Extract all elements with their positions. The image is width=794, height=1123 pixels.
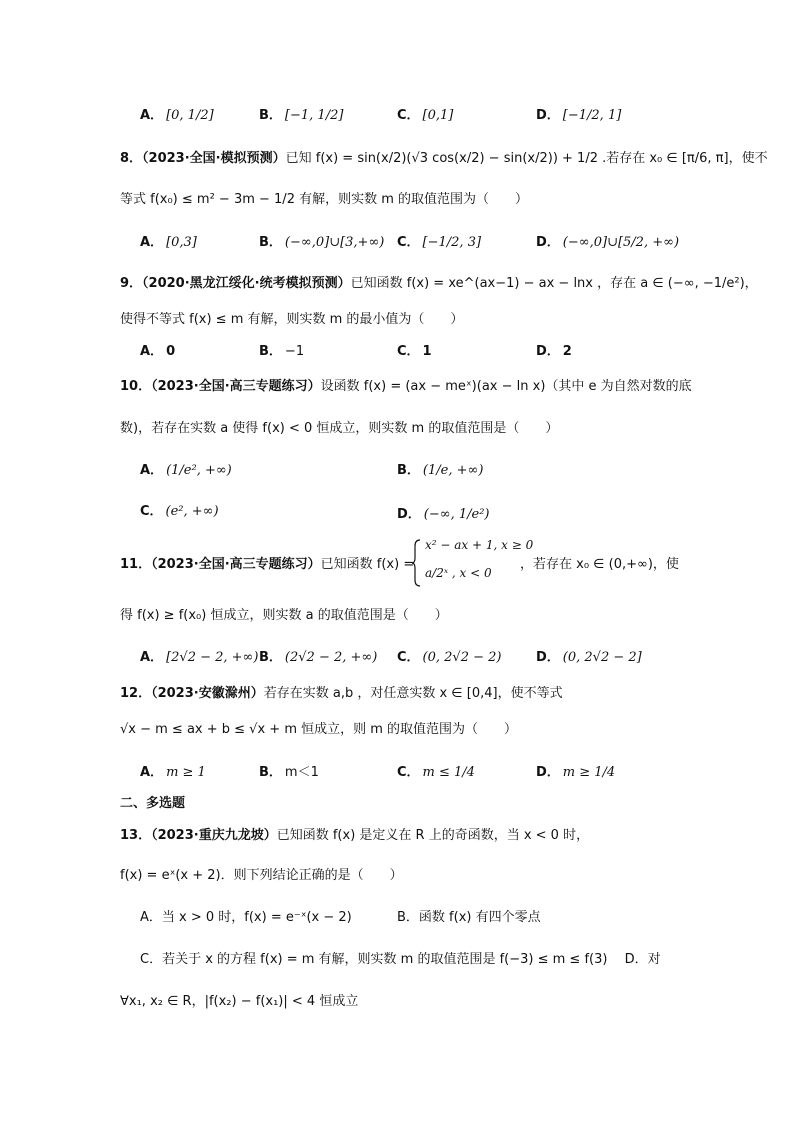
q13-option-d-line2: ∀x₁, x₂ ∈ R，|f(x₂) − f(x₁)| < 4 恒成立	[120, 994, 359, 1009]
q11-piecewise	[412, 538, 534, 588]
q8-option-a: A． [0,3]	[140, 235, 197, 250]
q12-option-c: C． m ≤ 1/4	[397, 765, 475, 780]
q12-stem-line2: √x − m ≤ ax + b ≤ √x + m 恒成立，则 m 的取值范围为（ ）	[120, 722, 518, 737]
q8-option-d: D． (−∞,0]∪[5/2, +∞)	[536, 235, 680, 250]
section-title-multiple-choice: 二、多选题	[120, 796, 186, 811]
q7-option-a: A． [0, 1/2]	[140, 108, 214, 123]
q10-option-d: D． (−∞, 1/e²)	[397, 507, 490, 522]
q9-option-c: C． 1	[397, 344, 432, 359]
q13-stem-line2: f(x) = eˣ(x + 2)．则下列结论正确的是（ ）	[120, 868, 403, 883]
q9-option-b: B． −1	[259, 344, 305, 359]
q11-option-a: A． [2√2 − 2, +∞)	[140, 650, 259, 665]
q8-option-b: B． (−∞,0]∪[3,+∞)	[259, 235, 385, 250]
q8-stem-line2: 等式 f(x₀) ≤ m² − 3m − 1/2 有解，则实数 m 的取值范围为（ ）	[120, 192, 529, 207]
q11-stem-line1-tail: ，若存在 x₀ ∈ (0,+∞)，使	[520, 557, 679, 572]
q11-stem-line1: 11．（2023·全国·高三专题练习）已知函数 f(x) =	[120, 557, 415, 572]
q12-option-a: A． m ≥ 1	[140, 765, 206, 780]
q8-stem-line1: 8．（2023·全国·模拟预测）已知 f(x) = sin(x/2)(√3 cos(x/2) − sin(x/2)) + 1/2 .若存在 x₀ ∈ [π/6, π]，使不	[120, 151, 768, 166]
q11-option-c: C． (0, 2√2 − 2)	[397, 650, 502, 665]
q7-option-c: C． [0,1]	[397, 108, 454, 123]
q10-option-c: C． (e², +∞)	[140, 504, 219, 519]
q10-option-a: A． (1/e², +∞)	[140, 463, 232, 478]
q13-option-b: B．函数 f(x) 有四个零点	[397, 910, 541, 925]
q13-option-a: A．当 x > 0 时，f(x) = e⁻ˣ(x − 2)	[140, 910, 352, 925]
q7-option-d: D． [−1/2, 1]	[536, 108, 622, 123]
q13-option-c: C．若关于 x 的方程 f(x) = m 有解，则实数 m 的取值范围是 f(−3) ≤ m ≤ f(3) D．对	[140, 952, 661, 967]
q12-option-d: D． m ≥ 1/4	[536, 765, 616, 780]
q12-option-b: B． m＜1	[259, 765, 319, 780]
q9-stem-line1: 9．（2020·黑龙江绥化·统考模拟预测）已知函数 f(x) = xe^(ax−1) − ax − lnx ，存在 a ∈ (−∞, −1/e²)，	[120, 276, 758, 291]
q8-option-c: C． [−1/2, 3]	[397, 235, 482, 250]
q12-stem-line1: 12．（2023·安徽滁州）若存在实数 a,b ，对任意实数 x ∈ [0,4]，使不等式	[120, 686, 563, 701]
q9-option-d: D． 2	[536, 344, 572, 359]
q13-stem-line1: 13．（2023·重庆九龙坡）已知函数 f(x) 是定义在 R 上的奇函数，当 x < 0 时，	[120, 828, 590, 843]
q9-stem-line2: 使得不等式 f(x) ≤ m 有解，则实数 m 的最小值为（ ）	[120, 312, 464, 327]
q11-case-2: a/2ˣ , x < 0	[425, 566, 492, 580]
q11-case-1: x² − ax + 1, x ≥ 0	[425, 538, 534, 552]
q11-option-d: D． (0, 2√2 − 2]	[536, 650, 642, 665]
brace-icon	[412, 538, 422, 588]
q10-stem-line1: 10．（2023·全国·高三专题练习）设函数 f(x) = (ax − meˣ)(ax − ln x)（其中 e 为自然对数的底	[120, 379, 692, 394]
q11-stem-line2: 得 f(x) ≥ f(x₀) 恒成立，则实数 a 的取值范围是（ ）	[120, 608, 448, 623]
q10-option-b: B． (1/e, +∞)	[397, 463, 484, 478]
q7-option-b: B． [−1, 1/2]	[259, 108, 344, 123]
q10-stem-line2: 数)，若存在实数 a 使得 f(x) < 0 恒成立，则实数 m 的取值范围是（ ）	[120, 421, 559, 436]
q11-option-b: B． (2√2 − 2, +∞)	[259, 650, 378, 665]
q9-option-a: A． 0	[140, 344, 176, 359]
